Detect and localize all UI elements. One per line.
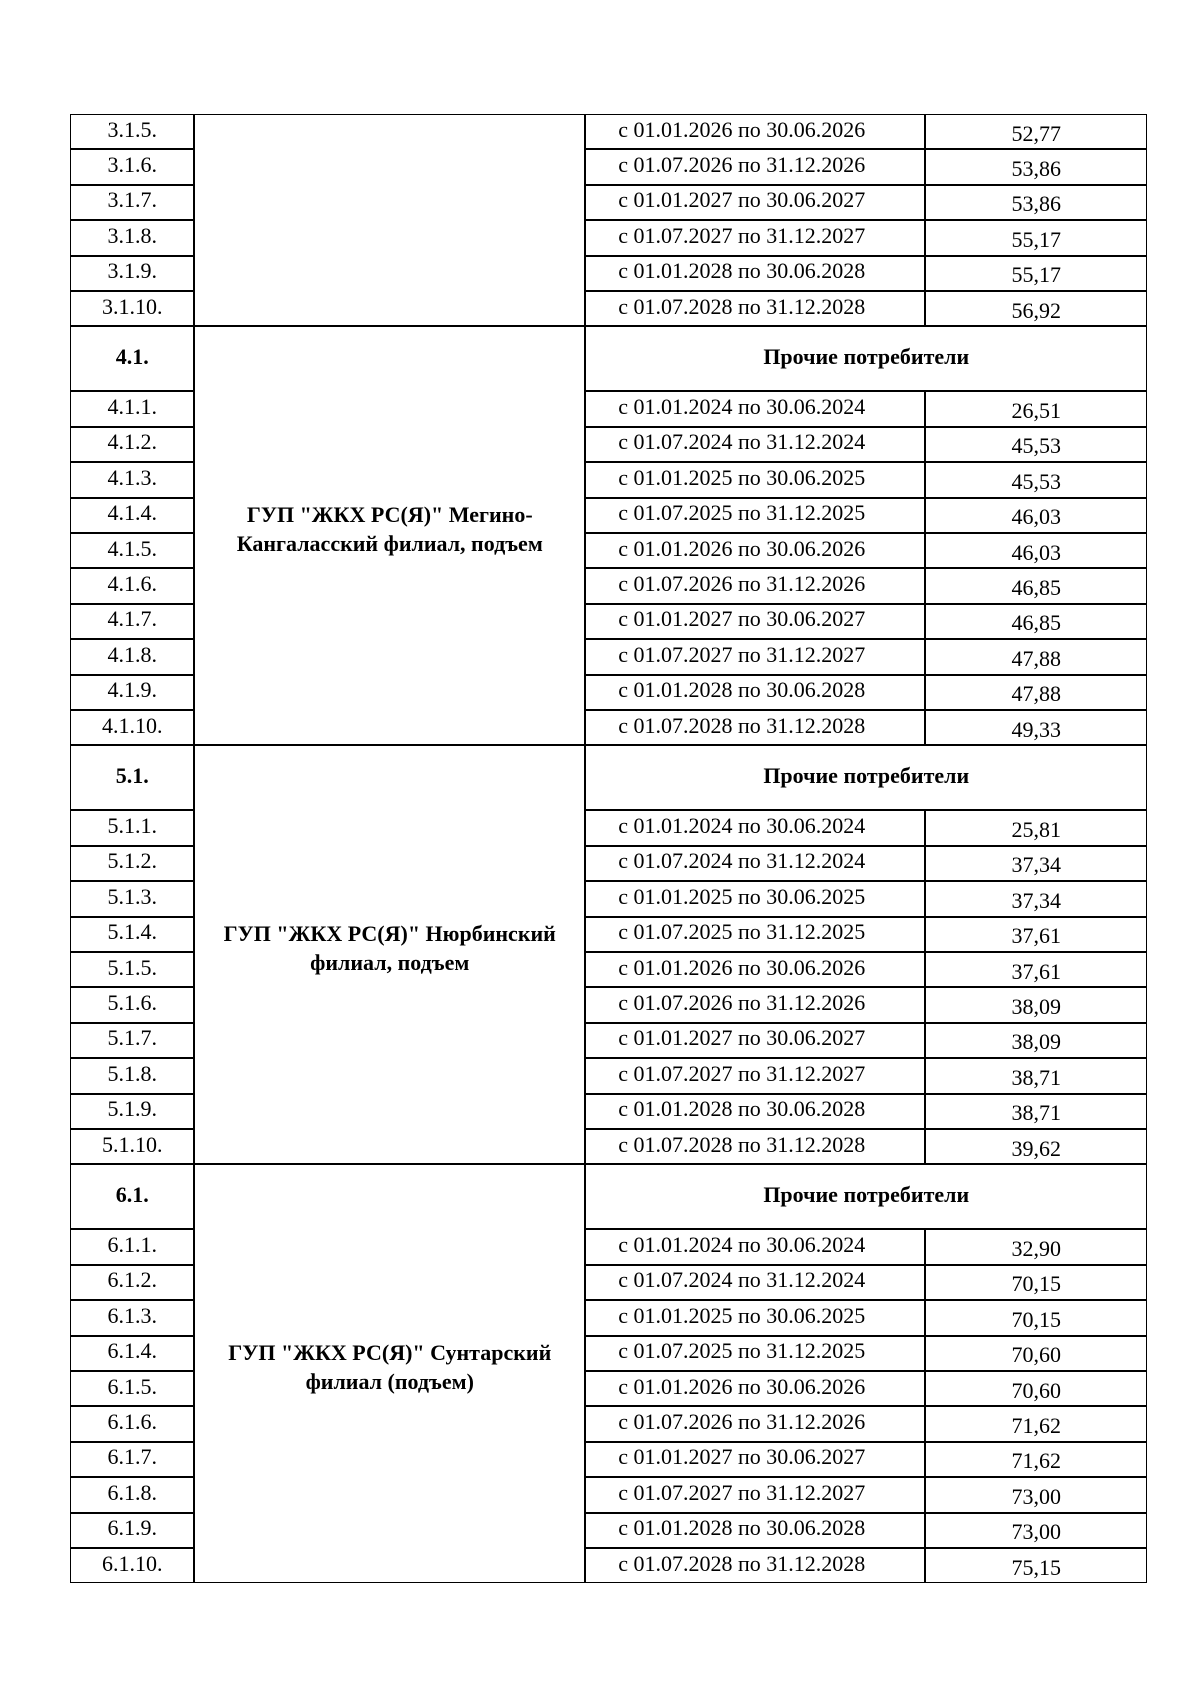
period-text: с 01.07.2028 по 31.12.2028 — [618, 293, 866, 319]
period — [585, 462, 925, 497]
tariff-value — [925, 1094, 1147, 1129]
period-text: с 01.01.2028 по 30.06.2028 — [618, 258, 866, 284]
tariff-value-text: 45,53 — [1011, 433, 1061, 459]
consumer-category-text: Прочие потребители — [763, 1181, 970, 1207]
row-number — [70, 1265, 194, 1300]
tariff-value-text: 38,71 — [1011, 1100, 1061, 1126]
tariff-value-text: 32,90 — [1011, 1236, 1061, 1262]
period — [585, 881, 925, 916]
tariff-value-text: 49,33 — [1011, 716, 1061, 742]
period-text: с 01.01.2026 по 30.06.2026 — [618, 535, 866, 561]
row-number-text: 5.1.8. — [107, 1060, 157, 1086]
period-text: с 01.01.2024 по 30.06.2024 — [618, 394, 866, 420]
tariff-value-text: 38,09 — [1011, 994, 1061, 1020]
row-number — [70, 1129, 194, 1164]
period — [585, 185, 925, 220]
period-text: с 01.07.2028 по 31.12.2028 — [618, 1131, 866, 1157]
row-number-text: 5.1.4. — [107, 919, 157, 945]
tariff-value-text: 55,17 — [1011, 226, 1061, 252]
row-number — [70, 810, 194, 845]
period — [585, 917, 925, 952]
row-number — [70, 256, 194, 291]
row-number — [70, 391, 194, 426]
organization-name — [194, 745, 585, 1164]
period-text: с 01.01.2025 по 30.06.2025 — [618, 464, 866, 490]
row-number-text: 5.1.9. — [107, 1096, 157, 1122]
row-number-text: 5.1.6. — [107, 990, 157, 1016]
row-number — [70, 846, 194, 881]
row-number — [70, 675, 194, 710]
row-number — [70, 881, 194, 916]
tariff-value — [925, 1406, 1147, 1441]
tariff-value — [925, 1058, 1147, 1093]
tariff-value — [925, 881, 1147, 916]
period — [585, 1058, 925, 1093]
row-number-text: 4.1.6. — [107, 571, 157, 597]
organization-name-text: ГУП "ЖКХ РС(Я)" Сунтарский филиал (подъем) — [228, 1340, 552, 1394]
row-number-text: 4.1.4. — [107, 500, 157, 526]
row-number — [70, 220, 194, 255]
tariff-value — [925, 185, 1147, 220]
row-number-text: 4.1.3. — [107, 464, 157, 490]
row-number — [70, 1513, 194, 1548]
tariff-value — [925, 1442, 1147, 1477]
tariff-value — [925, 1265, 1147, 1300]
row-number — [70, 1336, 194, 1371]
tariff-value-text: 46,85 — [1011, 575, 1061, 601]
organization-name-text: ГУП "ЖКХ РС(Я)" Мегино-Кангаласский филиал, подъем — [236, 502, 543, 556]
period — [585, 987, 925, 1022]
group-number — [70, 745, 194, 810]
row-number — [70, 710, 194, 745]
period-text: с 01.01.2027 по 30.06.2027 — [618, 187, 866, 213]
tariff-value — [925, 427, 1147, 462]
tariff-value-text: 25,81 — [1011, 817, 1061, 843]
period-text: с 01.01.2026 по 30.06.2026 — [618, 954, 866, 980]
row-number-text: 6.1.5. — [107, 1373, 157, 1399]
row-number — [70, 149, 194, 184]
row-number — [70, 114, 194, 149]
period-text: с 01.07.2026 по 31.12.2026 — [618, 990, 866, 1016]
tariff-value — [925, 1548, 1147, 1583]
tariff-value — [925, 256, 1147, 291]
row-number-text: 6.1.3. — [107, 1302, 157, 1328]
period-text: с 01.07.2027 по 31.12.2027 — [618, 1060, 866, 1086]
period-text: с 01.07.2024 по 31.12.2024 — [618, 429, 866, 455]
tariff-value-text: 75,15 — [1011, 1554, 1061, 1580]
row-number — [70, 462, 194, 497]
tariff-value-text: 70,60 — [1011, 1342, 1061, 1368]
period — [585, 1023, 925, 1058]
period — [585, 1129, 925, 1164]
tariff-value-text: 47,88 — [1011, 645, 1061, 671]
row-number-text: 4.1.10. — [102, 712, 163, 738]
row-number-text: 5.1.10. — [102, 1131, 163, 1157]
period — [585, 1300, 925, 1335]
row-number — [70, 1477, 194, 1512]
period-text: с 01.01.2027 по 30.06.2027 — [618, 1025, 866, 1051]
period-text: с 01.01.2028 по 30.06.2028 — [618, 1096, 866, 1122]
row-number-text: 6.1.1. — [107, 1232, 157, 1258]
period-text: с 01.07.2026 по 31.12.2026 — [618, 1409, 866, 1435]
organization-name — [194, 114, 585, 326]
tariff-table — [71, 0, 1148, 1697]
tariff-value — [925, 1300, 1147, 1335]
tariff-value — [925, 1371, 1147, 1406]
period-text: с 01.07.2027 по 31.12.2027 — [618, 641, 866, 667]
period — [585, 391, 925, 426]
tariff-value-text: 46,03 — [1011, 539, 1061, 565]
row-number — [70, 1548, 194, 1583]
period — [585, 1229, 925, 1264]
tariff-value — [925, 391, 1147, 426]
row-number — [70, 1406, 194, 1441]
tariff-value — [925, 987, 1147, 1022]
tariff-value-text: 37,34 — [1011, 887, 1061, 913]
period — [585, 675, 925, 710]
tariff-value-text: 39,62 — [1011, 1135, 1061, 1161]
tariff-value — [925, 568, 1147, 603]
tariff-value-text: 71,62 — [1011, 1448, 1061, 1474]
period — [585, 220, 925, 255]
row-number — [70, 1058, 194, 1093]
row-number — [70, 639, 194, 674]
tariff-value — [925, 1513, 1147, 1548]
tariff-value-text: 70,15 — [1011, 1306, 1061, 1332]
row-number — [70, 987, 194, 1022]
tariff-value — [925, 220, 1147, 255]
consumer-category-text: Прочие потребители — [763, 762, 970, 788]
tariff-value — [925, 291, 1147, 326]
period-text: с 01.01.2026 по 30.06.2026 — [618, 1373, 866, 1399]
group-number — [70, 1164, 194, 1229]
organization-name-text: ГУП "ЖКХ РС(Я)" Нюрбинский филиал, подъем — [223, 921, 556, 975]
row-number-text: 5.1.5. — [107, 954, 157, 980]
row-number-text: 3.1.9. — [107, 258, 157, 284]
tariff-value-text: 37,61 — [1011, 958, 1061, 984]
period-text: с 01.07.2028 по 31.12.2028 — [618, 1550, 866, 1576]
row-number-text: 4.1.9. — [107, 677, 157, 703]
row-number — [70, 1094, 194, 1129]
period-text: с 01.07.2027 по 31.12.2027 — [618, 1479, 866, 1505]
period-text: с 01.07.2024 по 31.12.2024 — [618, 1267, 866, 1293]
tariff-value-text: 71,62 — [1011, 1413, 1061, 1439]
row-number — [70, 917, 194, 952]
row-number-text: 4.1.1. — [107, 394, 157, 420]
period — [585, 846, 925, 881]
period-text: с 01.01.2024 по 30.06.2024 — [618, 813, 866, 839]
period-text: с 01.07.2026 по 31.12.2026 — [618, 571, 866, 597]
row-number-text: 3.1.10. — [102, 293, 163, 319]
row-number-text: 4.1.5. — [107, 535, 157, 561]
period — [585, 710, 925, 745]
period-text: с 01.07.2027 по 31.12.2027 — [618, 222, 866, 248]
period — [585, 568, 925, 603]
tariff-value — [925, 533, 1147, 568]
tariff-value — [925, 917, 1147, 952]
group-number — [70, 326, 194, 391]
tariff-value — [925, 604, 1147, 639]
tariff-value — [925, 1336, 1147, 1371]
tariff-value — [925, 639, 1147, 674]
tariff-value — [925, 810, 1147, 845]
tariff-value-text: 45,53 — [1011, 468, 1061, 494]
row-number — [70, 498, 194, 533]
row-number-text: 6.1.9. — [107, 1515, 157, 1541]
period — [585, 291, 925, 326]
row-number-text: 6.1.2. — [107, 1267, 157, 1293]
period — [585, 1336, 925, 1371]
organization-name — [194, 1164, 585, 1583]
period-text: с 01.07.2025 по 31.12.2025 — [618, 500, 866, 526]
period — [585, 639, 925, 674]
tariff-value — [925, 1477, 1147, 1512]
tariff-value-text: 46,85 — [1011, 610, 1061, 636]
row-number — [70, 427, 194, 462]
tariff-value-text: 46,03 — [1011, 504, 1061, 530]
row-number-text: 3.1.7. — [107, 187, 157, 213]
tariff-value — [925, 114, 1147, 149]
tariff-value-text: 70,60 — [1011, 1377, 1061, 1403]
tariff-value-text: 73,00 — [1011, 1519, 1061, 1545]
row-number — [70, 185, 194, 220]
row-number-text: 4.1.2. — [107, 429, 157, 455]
row-number — [70, 1023, 194, 1058]
period-text: с 01.01.2028 по 30.06.2028 — [618, 1515, 866, 1541]
tariff-value-text: 37,61 — [1011, 923, 1061, 949]
tariff-value-text: 56,92 — [1011, 297, 1061, 323]
period — [585, 1548, 925, 1583]
period-text: с 01.07.2025 по 31.12.2025 — [618, 919, 866, 945]
row-number — [70, 291, 194, 326]
tariff-value — [925, 846, 1147, 881]
tariff-value — [925, 675, 1147, 710]
group-number-text: 6.1. — [115, 1181, 149, 1207]
period — [585, 114, 925, 149]
tariff-value-text: 70,15 — [1011, 1271, 1061, 1297]
consumer-category — [585, 1164, 1147, 1229]
row-number-text: 5.1.7. — [107, 1025, 157, 1051]
row-number-text: 3.1.6. — [107, 152, 157, 178]
row-number-text: 6.1.7. — [107, 1444, 157, 1470]
period-text: с 01.07.2028 по 31.12.2028 — [618, 712, 866, 738]
period-text: с 01.07.2024 по 31.12.2024 — [618, 848, 866, 874]
period — [585, 604, 925, 639]
row-number — [70, 1442, 194, 1477]
period — [585, 1442, 925, 1477]
row-number-text: 6.1.6. — [107, 1409, 157, 1435]
row-number — [70, 1229, 194, 1264]
period-text: с 01.01.2027 по 30.06.2027 — [618, 1444, 866, 1470]
tariff-value-text: 55,17 — [1011, 262, 1061, 288]
tariff-value — [925, 710, 1147, 745]
consumer-category-text: Прочие потребители — [763, 343, 970, 369]
period — [585, 149, 925, 184]
organization-name — [194, 326, 585, 745]
row-number-text: 5.1.3. — [107, 883, 157, 909]
tariff-value — [925, 952, 1147, 987]
tariff-value — [925, 462, 1147, 497]
tariff-value — [925, 1229, 1147, 1264]
period-text: с 01.01.2025 по 30.06.2025 — [618, 1302, 866, 1328]
period — [585, 810, 925, 845]
period — [585, 1094, 925, 1129]
period — [585, 427, 925, 462]
row-number-text: 6.1.8. — [107, 1479, 157, 1505]
period-text: с 01.01.2024 по 30.06.2024 — [618, 1232, 866, 1258]
row-number-text: 4.1.8. — [107, 641, 157, 667]
row-number-text: 5.1.1. — [107, 813, 157, 839]
consumer-category — [585, 745, 1147, 810]
period-text: с 01.01.2028 по 30.06.2028 — [618, 677, 866, 703]
row-number-text: 5.1.2. — [107, 848, 157, 874]
tariff-value-text: 73,00 — [1011, 1483, 1061, 1509]
row-number-text: 3.1.5. — [107, 116, 157, 142]
tariff-value — [925, 1129, 1147, 1164]
tariff-value-text: 26,51 — [1011, 398, 1061, 424]
period — [585, 498, 925, 533]
row-number-text: 3.1.8. — [107, 222, 157, 248]
row-number — [70, 1371, 194, 1406]
tariff-value-text: 37,34 — [1011, 852, 1061, 878]
group-number-text: 4.1. — [115, 343, 149, 369]
period — [585, 1513, 925, 1548]
row-number — [70, 1300, 194, 1335]
period — [585, 1265, 925, 1300]
tariff-value — [925, 498, 1147, 533]
row-number-text: 6.1.4. — [107, 1338, 157, 1364]
tariff-value-text: 52,77 — [1011, 120, 1061, 146]
period-text: с 01.01.2027 по 30.06.2027 — [618, 606, 866, 632]
row-number — [70, 533, 194, 568]
group-number-text: 5.1. — [115, 762, 149, 788]
row-number-text: 6.1.10. — [102, 1550, 163, 1576]
tariff-value-text: 38,71 — [1011, 1064, 1061, 1090]
period — [585, 1371, 925, 1406]
period — [585, 256, 925, 291]
row-number — [70, 568, 194, 603]
tariff-value-text: 47,88 — [1011, 681, 1061, 707]
period — [585, 1477, 925, 1512]
tariff-value — [925, 149, 1147, 184]
tariff-value-text: 38,09 — [1011, 1029, 1061, 1055]
consumer-category — [585, 326, 1147, 391]
row-number — [70, 952, 194, 987]
period-text: с 01.07.2025 по 31.12.2025 — [618, 1338, 866, 1364]
row-number — [70, 604, 194, 639]
row-number-text: 4.1.7. — [107, 606, 157, 632]
period — [585, 952, 925, 987]
period-text: с 01.01.2025 по 30.06.2025 — [618, 883, 866, 909]
period-text: с 01.01.2026 по 30.06.2026 — [618, 116, 866, 142]
period-text: с 01.07.2026 по 31.12.2026 — [618, 152, 866, 178]
tariff-value — [925, 1023, 1147, 1058]
period — [585, 533, 925, 568]
period — [585, 1406, 925, 1441]
tariff-value-text: 53,86 — [1011, 191, 1061, 217]
tariff-value-text: 53,86 — [1011, 156, 1061, 182]
